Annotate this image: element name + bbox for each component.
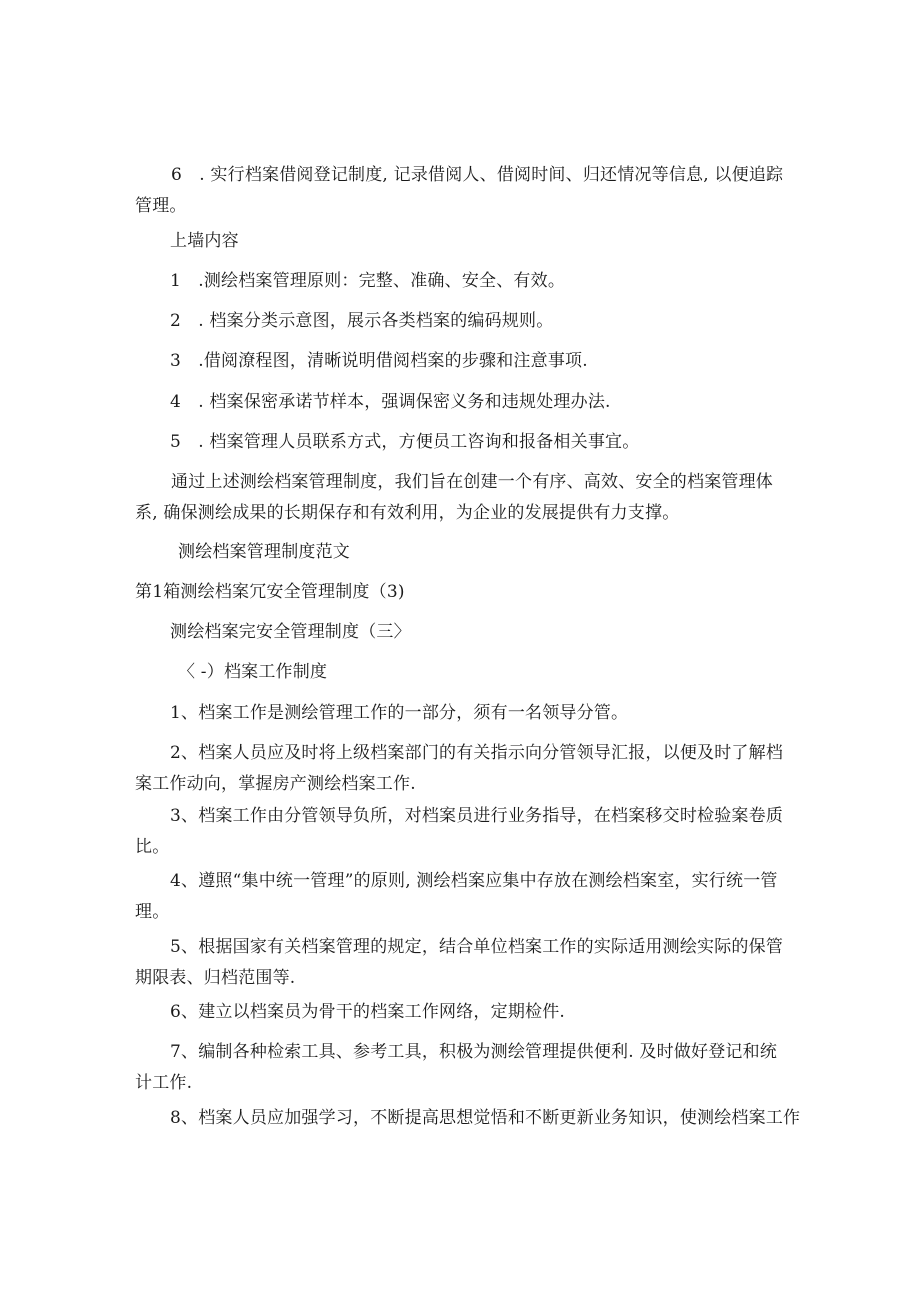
article-subtitle: 测绘档案完安全管理制度（三〉 (170, 622, 411, 642)
rule-item-4: 4、遵照“集中统一管理”的原则, 测绘档案应集中存放在测绘档案室，实行统一管理。 (135, 871, 778, 922)
rule-item-5: 5、根据国家有关档案管理的规定，结合单位档案工作的实际适用测绘实际的保管期限表、归档范围等. (135, 937, 784, 988)
section-heading-archive-work: 〈 -）档案工作制度 (178, 662, 328, 682)
rule-item-7: 7、编制各种检索工具、参考工具，积极为测绘管理提供便利. 及时做好登记和统计工作. (135, 1042, 778, 1093)
rule-item-8: 8、档案人员应加强学习，不断提高思想觉悟和不断更新业务知识，使测绘档案工作 (170, 1108, 801, 1128)
rule-item-1: 1、档案工作是测绘管理工作的一部分，须有一名领导分管。 (170, 703, 629, 723)
paragraph-item-6-borrow-register: 6 . 实行档案借阅登记制度, 记录借阅人、借阅时间、归还情况等信息, 以便追踪管理。 (135, 165, 784, 216)
wall-item-1: 1 .测绘档案管理原则：完整、准确、安全、有效。 (170, 271, 566, 291)
section-heading-wall-content: 上墙内容 (170, 231, 239, 251)
wall-item-5: 5 . 档案管理人员联系方式，方便员工咨询和报备相关事宜。 (170, 432, 640, 452)
article-heading: 第1箱测绘档案冗安全管理制度（3) (135, 582, 405, 602)
wall-item-3: 3 .借阅潦程图，清晰说明借阅档案的步骤和注意事项. (170, 351, 588, 371)
wall-item-2: 2 . 档案分类示意图，展示各类档案的编码规则。 (170, 311, 554, 331)
wall-item-4: 4 . 档案保密承诺节样本，强调保密义务和违规处理办法. (170, 392, 611, 412)
rule-item-2: 2、档案人员应及时将上级档案部门的有关指示向分管领导汇报，以便及时了解档案工作动向，掌握房产测绘档案工作. (135, 743, 784, 794)
rule-item-3: 3、档案工作由分管领导负所，对档案员进行业务指导，在档案移交时检验案卷质比。 (135, 806, 784, 857)
sample-title: 测绘档案管理制度范文 (178, 542, 350, 562)
rule-item-6: 6、建立以档案员为骨干的档案工作网络，定期检件. (170, 1002, 566, 1022)
summary-paragraph: 通过上述测绘档案管理制度，我们旨在创建一个有序、高效、安全的档案管理体系, 确保测绘成果的长期保存和有效利用，为企业的发展提供有力支撑。 (135, 472, 773, 523)
